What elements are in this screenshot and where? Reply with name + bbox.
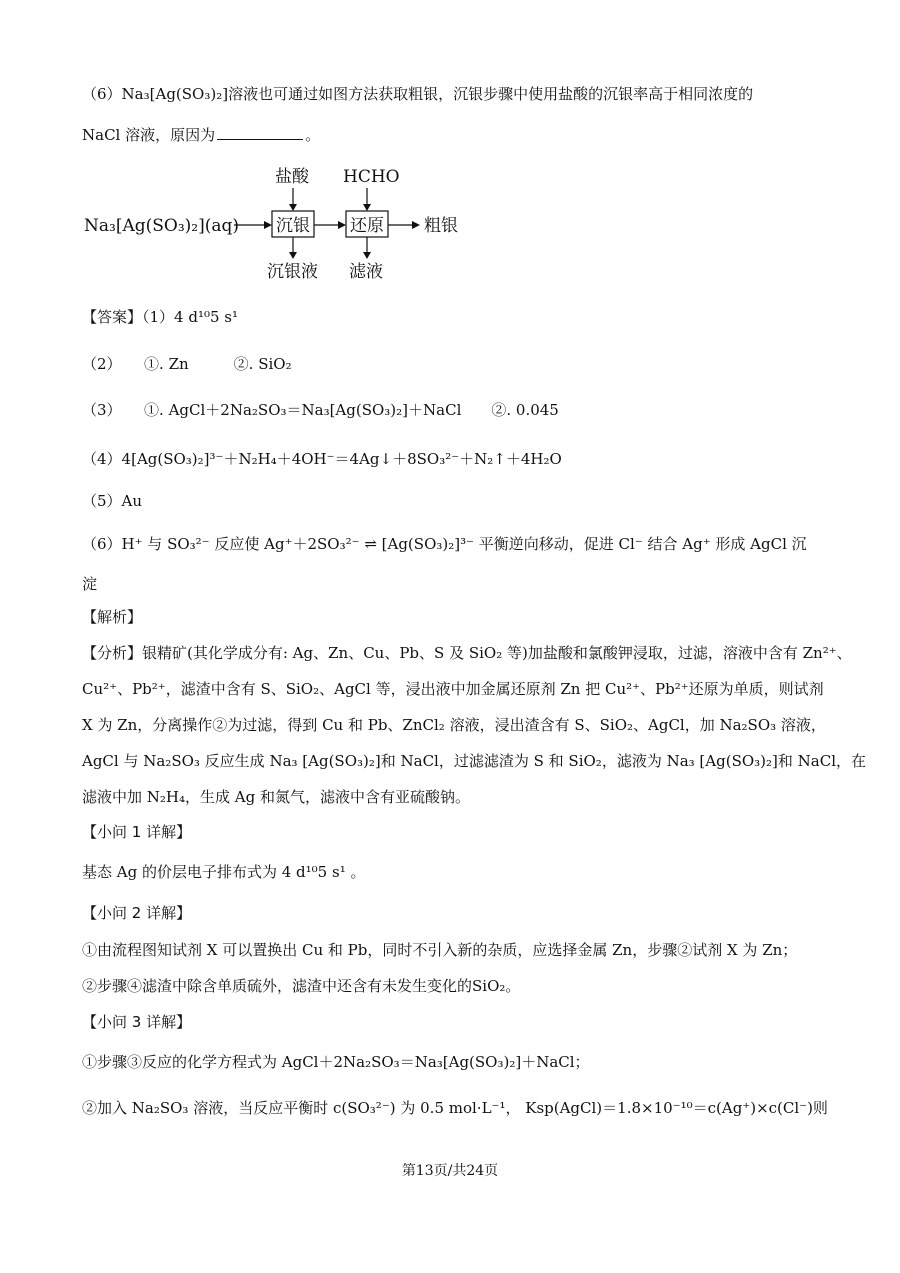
arrowhead-4 [338,221,346,229]
answer-1: 【答案】（1）4 d¹⁰5 s¹ [82,308,239,326]
out2-label: 滤液 [349,262,383,282]
out1-label: 沉银液 [267,262,318,282]
subquestion-3-heading: 【小问 3 详解】 [82,1013,192,1031]
answer-6-cont: 淀 [82,575,98,593]
analysis-p3: X 为 Zn，分离操作②为过滤，得到 Cu 和 Pb、ZnCl₂ 溶液，浸出渣含有 S、SiO₂、AgCl，加 Na₂SO₃ 溶液， [82,716,826,734]
answer-6: （6）H⁺ 与 SO₃²⁻ 反应使 Ag⁺＋2SO₃²⁻ ⇌ [Ag(SO₃)₂]³⁻ 平衡逆向移动，促进 Cl⁻ 结合 Ag⁺ 形成 AgCl 沉 [82,535,807,553]
question-6-line-1 [82,82,753,106]
analysis-p2: Cu²⁺、Pb²⁺，滤渣中含有 S、SiO₂、AgCl 等，浸出液中加金属还原剂 Zn 把 Cu²⁺、Pb²⁺还原为单质，则试剂 [82,680,824,698]
subquestion-3-detail-a: ①步骤③反应的化学方程式为 AgCl＋2Na₂SO₃＝Na₃[Ag(SO₃)₂]＋NaCl； [82,1053,590,1071]
answer-3: （3） ①. AgCl＋2Na₂SO₃＝Na₃[Ag(SO₃)₂]＋NaCl ②. 0.045 [82,401,559,419]
arrowhead-7 [412,221,420,229]
complex-formula: Na₃[Ag(SO₃)₂] [121,85,229,103]
analysis-p4: AgCl 与 Na₂SO₃ 反应生成 Na₃ [Ag(SO₃)₂]和 NaCl，过滤滤渣为 S 和 SiO₂，滤液为 Na₃ [Ag(SO₃)₂]和 NaCl，在 [82,752,866,770]
flow-start: Na₃[Ag(SO₃)₂](aq) [84,216,240,236]
step2-label: 还原 [350,216,384,236]
subquestion-1-heading: 【小问 1 详解】 [82,823,192,841]
arrowhead-6 [363,252,371,259]
arrowhead-2 [289,204,297,211]
page-footer: 第13页/共24页 [401,1163,499,1179]
subquestion-3-detail-b: ②加入 Na₂SO₃ 溶液，当反应平衡时 c(SO₃²⁻) 为 0.5 mol·L⁻¹， Ksp(AgCl)＝1.8×10⁻¹⁰＝c(Ag⁺)×c(Cl⁻)则 [82,1099,828,1117]
subquestion-2-detail-b: ②步骤④滤渣中除含单质硫外，滤渣中还含有未发生变化的SiO₂。 [82,977,521,995]
question-text-2: NaCl 溶液，原因为 [82,126,216,144]
analysis-p1: 【分析】银精矿(其化学成分有: Ag、Zn、Cu、Pb、S 及 SiO₂ 等)加盐酸和氯酸钾浸取，过滤，溶液中含有 Zn²⁺、 [82,644,852,662]
subquestion-1-detail: 基态 Ag 的价层电子排布式为 4 d¹⁰5 s¹ 。 [82,863,366,881]
arrowhead-3 [289,252,297,259]
answer-5: （5）Au [82,492,143,510]
answer-blank [217,123,303,140]
analysis-p5: 滤液中加 N₂H₄，生成 Ag 和氮气，滤液中含有亚硫酸钠。 [82,788,470,806]
question-6-line-2 [82,123,320,147]
answer-4: （4）4[Ag(SO₃)₂]³⁻＋N₂H₄＋4OH⁻＝4Ag↓＋8SO₃²⁻＋N₂↑＋4H₂O [82,450,562,468]
reagent1-label: 盐酸 [275,167,309,187]
subquestion-2-heading: 【小问 2 详解】 [82,904,192,922]
question-number: （6） [82,85,122,103]
product-label: 粗银 [424,216,458,236]
arrowhead-1 [264,221,272,229]
analysis-title: 【解析】 [82,608,143,626]
arrowhead-5 [363,204,371,211]
subquestion-2-detail-a: ①由流程图知试剂 X 可以置换出 Cu 和 Pb，同时不引入新的杂质，应选择金属 Zn，步骤②试剂 X 为 Zn； [82,941,798,959]
answer-2: （2） ①. Zn ②. SiO₂ [82,355,292,373]
reagent2-label: HCHO [343,167,400,187]
process-flow-diagram [82,160,502,285]
question-text: 溶液也可通过如图方法获取粗银，沉银步骤中使用盐酸的沉银率高于相同浓度的 [228,85,754,103]
step1-label: 沉银 [276,216,310,236]
question-end: 。 [305,126,321,144]
